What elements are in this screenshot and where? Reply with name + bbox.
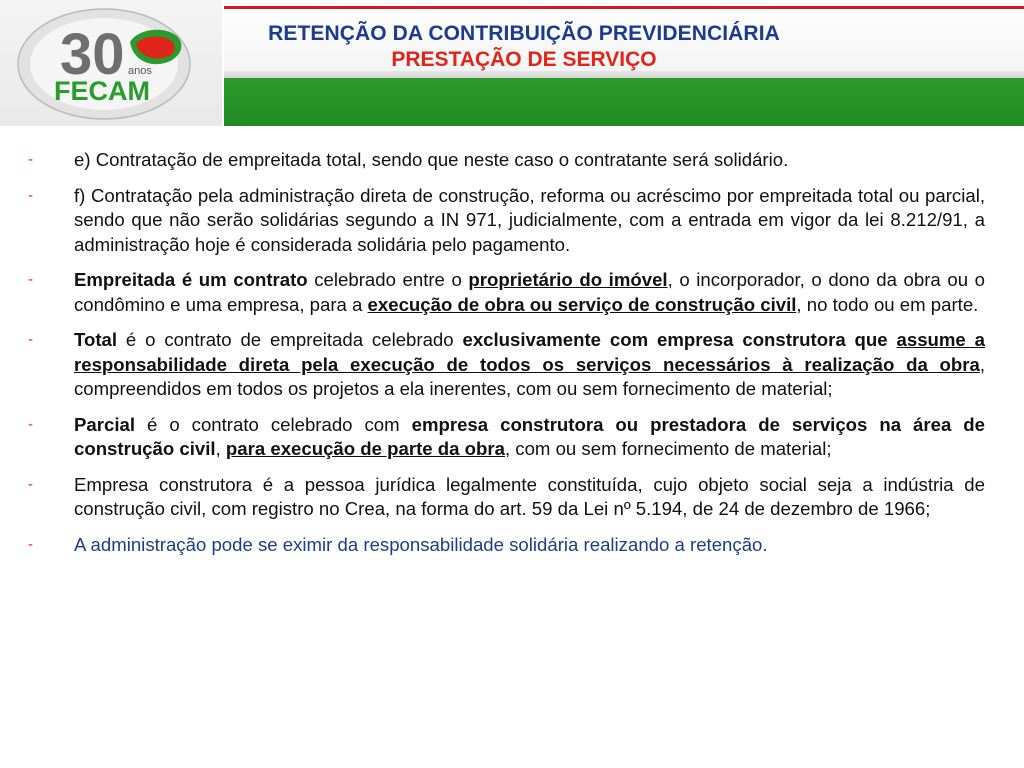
text-run: Empresa construtora é a pessoa jurídica legalmente constituída, cujo objeto social seja a indústria de construção civil, com registro no Crea, na forma do art. 59 da Lei nº 5.194, de 24 de dezembro de 1966;	[74, 473, 985, 519]
bold-run: exclusivamente com empresa construtora que	[462, 329, 888, 350]
bullet-dash: -	[28, 475, 33, 493]
text-run: , com ou sem fornecimento de material;	[504, 438, 832, 459]
text-run: é o contrato celebrado com	[135, 413, 412, 435]
underlined-run: para execução de parte da obra	[225, 438, 505, 459]
text-run: f) Contratação pela administração direta de construção, reforma ou acréscimo por empreitada total ou parcial, sendo que não serão solidárias segundo a IN 971, judicialmente, com a entrada em vigor da lei 8.212/91, a administração hoje é considerada solidária pelo pagamento.	[74, 184, 985, 255]
list-item	[28, 148, 985, 173]
underlined-run: assume a responsabilidade direta pela execução de todos os serviços necessários à realização da obra	[74, 329, 985, 375]
bullet-dash: -	[28, 415, 33, 433]
text-run: , o incorporador, o dono da obra ou o condômino e uma empresa, para a	[74, 269, 985, 315]
item-text	[74, 184, 985, 258]
text-run: é o contrato de empreitada celebrado	[117, 329, 463, 350]
bullet-dash: -	[28, 151, 33, 168]
bullet-dash: -	[28, 186, 33, 204]
list-item	[28, 413, 985, 462]
header-green-band	[224, 78, 1024, 126]
item-text	[74, 473, 985, 522]
logo-anos-label: anos	[128, 65, 152, 77]
text-run: , compreendidos em todos os projetos a ela inerentes, com ou sem fornecimento de material;	[74, 353, 985, 399]
bullet-dash: -	[28, 535, 33, 553]
bullet-dash: -	[28, 271, 33, 288]
bold-run: empresa construtora ou prestadora de serviços na área de construção civil	[74, 413, 986, 459]
item-text	[74, 533, 985, 558]
list-item	[28, 184, 985, 258]
logo-number: 30	[60, 22, 125, 87]
list-item	[28, 328, 985, 402]
text-run: A administração pode se eximir da responsabilidade solidária realizando a retenção.	[74, 533, 768, 555]
underlined-run: execução de obra ou serviço de construção civil	[367, 293, 797, 315]
page-subtitle: PRESTAÇÃO DE SERVIÇO	[391, 48, 657, 71]
page-title: RETENÇÃO DA CONTRIBUIÇÃO PREVIDENCIÁRIA	[268, 22, 780, 45]
bold-run: Empreitada é um contrato	[74, 269, 308, 290]
item-text	[74, 268, 985, 317]
bullet-dash: -	[28, 331, 33, 348]
header-red-line	[224, 6, 1024, 9]
logo-area	[0, 0, 222, 126]
list-item	[28, 533, 985, 558]
bold-run: Total	[74, 329, 118, 350]
bullet-list	[28, 148, 985, 568]
text-run: ,	[215, 438, 226, 459]
bold-run: Parcial	[74, 413, 135, 435]
text-run: celebrado entre o	[307, 269, 469, 290]
text-run	[888, 329, 897, 350]
list-item	[28, 473, 985, 522]
logo-brand: FECAM	[54, 76, 150, 106]
text-run: , no todo ou em parte.	[796, 293, 979, 315]
underlined-run: proprietário do imóvel	[468, 269, 668, 290]
list-item	[28, 268, 985, 317]
text-run: e) Contratação de empreitada total, sendo que neste caso o contratante será solidário.	[74, 149, 789, 170]
fecam-30-anos-logo	[12, 4, 212, 122]
item-text	[74, 148, 985, 173]
item-text	[74, 413, 985, 462]
item-text	[74, 328, 985, 402]
